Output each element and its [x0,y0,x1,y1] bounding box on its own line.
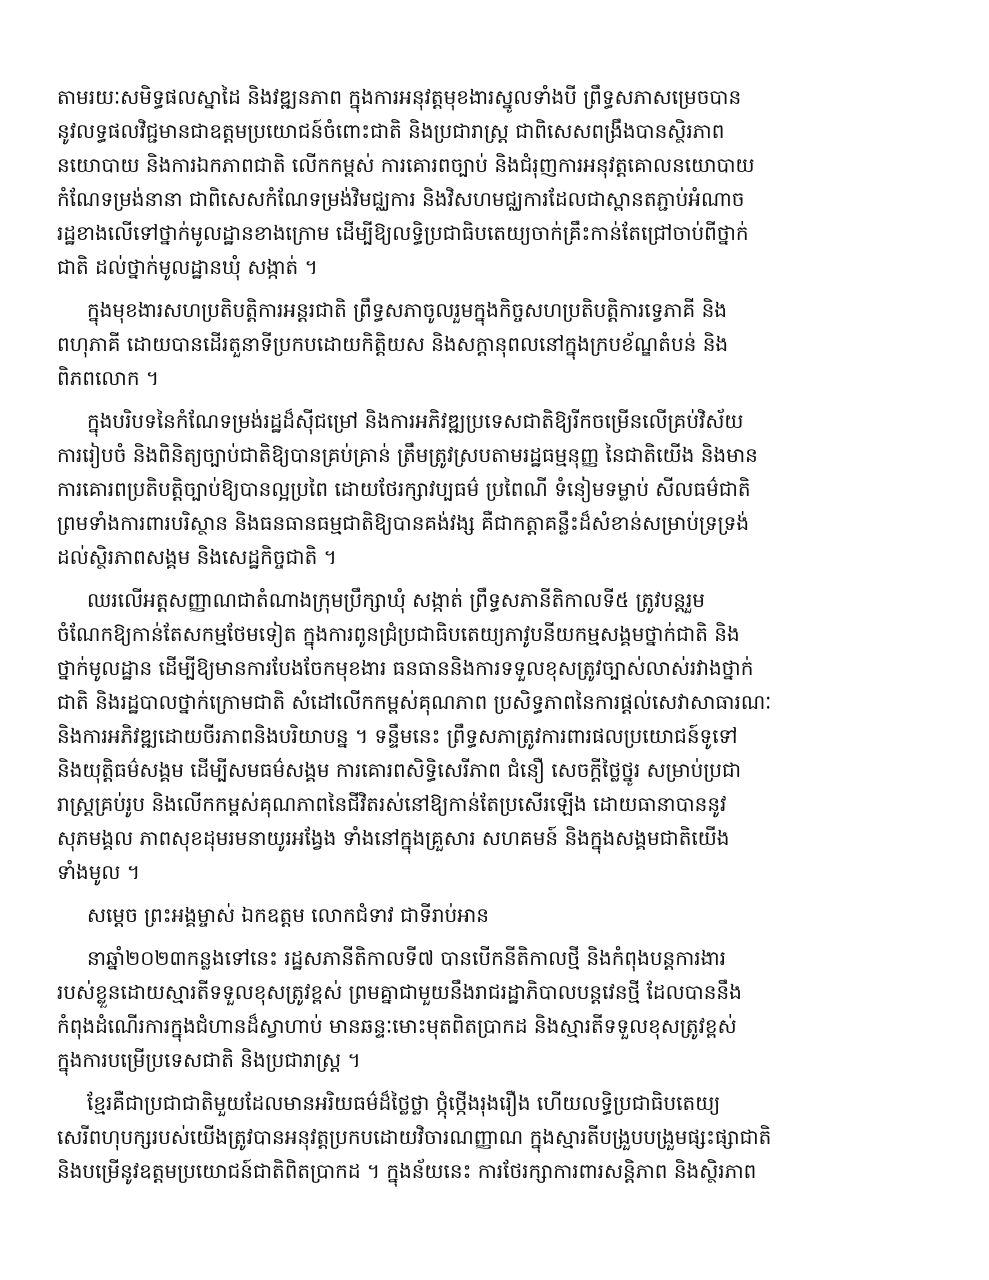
text-line: ព្រមទាំងការពារបរិស្ថាន និងធនធានធម្មជាតិឱ្យបានគង់វង្ស គឺជាកត្តាគន្លឹះដ៏សំខាន់សម្រាប់ទ្រទ្រង់ [57,511,750,535]
paragraph-achievements [57,80,942,284]
text-line: នយោបាយ និងការឯកភាពជាតិ លើកកម្ពស់ ការគោរពច្បាប់ និងជំរុញការអនុវត្តគោលនយោបាយ [57,153,755,177]
paragraph-state-reform [57,404,942,574]
text-line: និងយុត្តិធម៌សង្គម ដើម្បីសមធម៌សង្គម ការគោរពសិទ្ធិសេរីភាព ជំនឿ សេចក្តីថ្លៃថ្នូរ សម្រាប់ប្រជា [57,758,742,782]
text-line: ជាតិ ដល់ថ្នាក់មូលដ្ឋានឃុំ សង្កាត់ ។ [57,255,318,279]
text-line: សេរីពហុបក្សរបស់យើងត្រូវបានអនុវត្តប្រកបដោយវិចារណញ្ញាណ ក្នុងស្មារតីបង្រួបបង្រួមផ្សះផ្សាជាតិ [57,1125,772,1149]
document-page [57,80,942,1270]
text-line: ចំណែកឱ្យកាន់តែសកម្មថែមទៀត ក្នុងការពូនជ្រំប្រជាធិបតេយ្យភាវូបនីយកម្មសង្គមថ្នាក់ជាតិ និង [57,622,740,646]
text-line: ទាំងមូល ។ [57,860,141,884]
paragraph-national-assembly [57,941,942,1077]
text-line: រដ្ឋខាងលើទៅថ្នាក់មូលដ្ឋានខាងក្រោម ដើម្បីឱ្យលទ្ធិប្រជាធិបតេយ្យចាក់គ្រឹះកាន់តែជ្រៅចាប់ពីថ្នាក់ [57,221,749,245]
text-line: និងបម្រើនូវឧត្តមប្រយោជន៍ជាតិពិតប្រាកដ ។ ក្នុងន័យនេះ ការថែរក្សាការពារសន្តិភាព និងស្ថិរភាព [57,1159,757,1183]
text-line: ពហុភាគី ដោយបានដើរតួនាទីប្រកបដោយកិត្តិយស និងសក្តានុពលនៅក្នុងក្របខ័ណ្ឌតំបន់ និង [57,332,729,356]
paragraph-khmer-civilization [57,1086,942,1188]
text-line: ថ្នាក់មូលដ្ឋាន ដើម្បីឱ្យមានការបែងចែកមុខងារ ធនធាននិងការទទួលខុសត្រូវច្បាស់លាស់រវាងថ្នាក់ [57,656,754,680]
text-line: រាស្ត្រគ្រប់រូប និងលើកកម្ពស់គុណភាពនៃជីវិតរស់នៅឱ្យកាន់តែប្រសើរឡើង ដោយធានាបាននូវ [57,792,727,816]
paragraph-commune-representation [57,583,942,889]
text-line: ក្នុងបរិបទនៃកំណែទម្រង់រដ្ឋដ៏ស៊ីជម្រៅ និងការអភិវឌ្ឍប្រទេសជាតិឱ្យរីកចម្រើនលើគ្រប់វិស័យ [87,409,744,433]
text-line: និងការអភិវឌ្ឍដោយចីរភាពនិងបរិយាបន្ន ។ ទន្ទឹមនេះ ព្រឹទ្ធសភាត្រូវការពារផលប្រយោជន៍ទូទៅ [57,724,738,748]
text-line: តាមរយៈសមិទ្ធផលស្នាដៃ និងវឌ្ឍនភាព ក្នុងការអនុវត្តមុខងារស្នូលទាំងបី ព្រឹទ្ធសភាសម្រេចបាន [57,85,742,109]
text-line: សម្តេច ព្រះអង្គម្ចាស់ ឯកឧត្តម លោកជំទាវ ជាទីរាប់អាន [87,903,489,927]
text-line: ពិភពលោក ។ [57,366,160,390]
text-line: ការរៀបចំ និងពិនិត្យច្បាប់ជាតិឱ្យបានគ្រប់គ្រាន់ ត្រឹមត្រូវស្របតាមរដ្ឋធម្មនុញ្ញ នៃជាតិយើង និងមាន [57,443,758,467]
text-line: ឈរលើអត្តសញ្ញាណជាតំណាងក្រុមប្រឹក្សាឃុំ សង្កាត់ ព្រឹទ្ធសភានីតិកាលទី៥ ត្រូវបន្តរួម [87,588,705,612]
text-line: ខ្មែរគឺជាប្រជាជាតិមួយដែលមានអរិយធម៌ដ៏ថ្លៃថ្លា ថ្កុំថ្កើងរុងរឿង ហើយលទ្ធិប្រជាធិបតេយ្យ [87,1091,721,1115]
paragraph-international-cooperation [57,293,942,395]
text-line: ជាតិ និងរដ្ឋបាលថ្នាក់ក្រោមជាតិ សំដៅលើកកម្ពស់គុណភាព ប្រសិទ្ធភាពនៃការផ្តល់សេវាសាធារណៈ [57,690,772,714]
text-line: របស់ខ្លួនដោយស្មារតីទទួលខុសត្រូវខ្ពស់ ព្រមគ្នាជាមួយនឹងរាជរដ្ឋាភិបាលបន្តវេនថ្មី ដែលបាននឹង [57,980,742,1004]
text-line: ក្នុងការបម្រើប្រទេសជាតិ និងប្រជារាស្ត្រ ។ [57,1048,361,1072]
text-line: កំពុងដំណើរការក្នុងជំហានដ៏ស្វាហាប់ មានឆន្ទៈមោះមុតពិតប្រាកដ និងស្មារតីទទួលខុសត្រូវខ្ពស់ [57,1014,737,1038]
text-line: នាឆ្នាំ២០២៣កន្លងទៅនេះ រដ្ឋសភានីតិកាលទី៧ បានបើកនីតិកាលថ្មី និងកំពុងបន្តការងារ [87,946,726,970]
text-line: សុភមង្គល ភាពសុខដុមរមនាយូរអង្វែង ទាំងនៅក្នុងគ្រួសារ សហគមន៍ និងក្នុងសង្គមជាតិយើង [57,826,730,850]
text-line: ដល់ស្ថិរភាពសង្គម និងសេដ្ឋកិច្ចជាតិ ។ [57,545,337,569]
text-line: ការគោរពប្រតិបត្តិច្បាប់ឱ្យបានល្អប្រពៃ ដោយថែរក្សាវប្បធម៌ ប្រពៃណី ទំនៀមទម្លាប់ សីលធម៌ជាតិ [57,477,751,501]
text-line: កំណែទម្រង់នានា ជាពិសេសកំណែទម្រង់វិមជ្ឈការ និងវិសហមជ្ឈការដែលជាស្ពានតភ្ជាប់អំណាច [57,187,745,211]
text-line: នូវលទ្ធផលវិជ្ជមានជាឧត្តមប្រយោជន៍ចំពោះជាតិ និងប្រជារាស្ត្រ ជាពិសេសពង្រឹងបានស្ថិរភាព [57,119,725,143]
text-line: ក្នុងមុខងារសហប្រតិបត្តិការអន្តរជាតិ ព្រឹទ្ធសភាចូលរួមក្នុងកិច្ចសហប្រតិបត្តិការទ្វេភាគី និង [87,298,727,322]
paragraph-salutation [57,898,942,932]
